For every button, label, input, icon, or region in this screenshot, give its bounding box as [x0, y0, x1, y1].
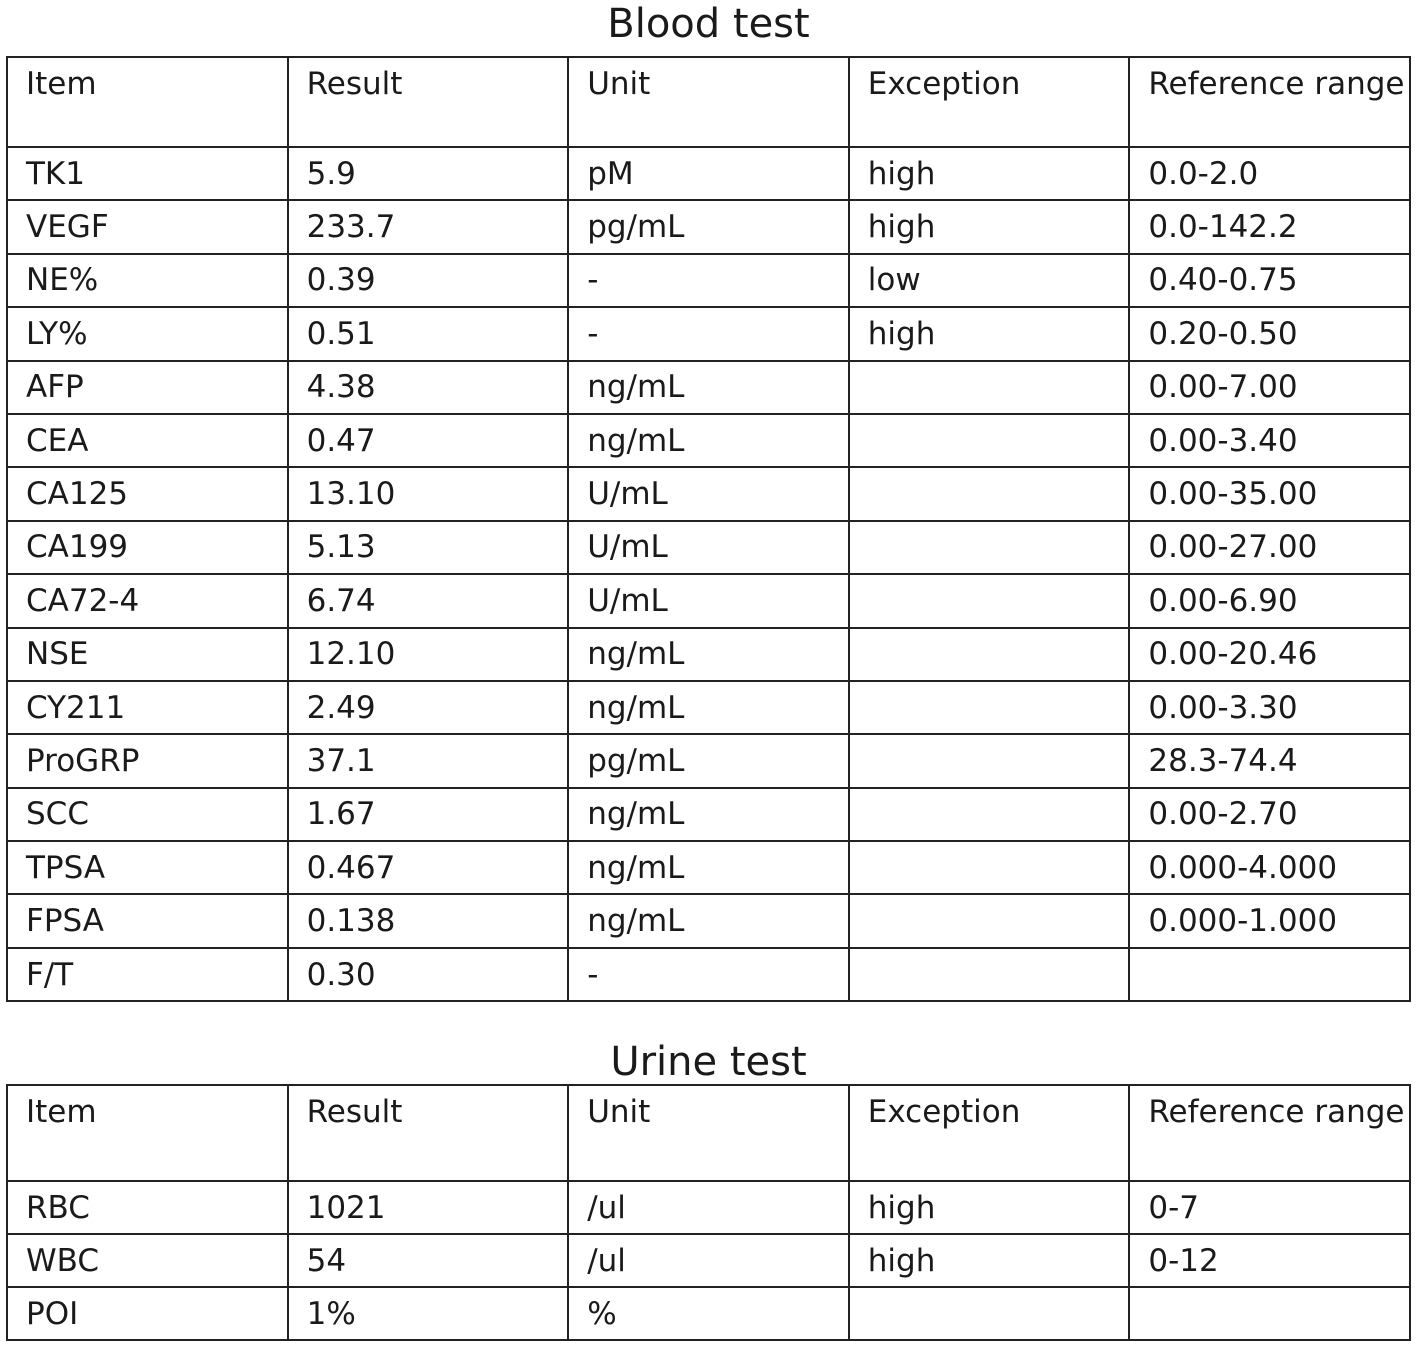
cell-item: TPSA: [7, 841, 288, 894]
cell-result: 1%: [288, 1287, 569, 1340]
cell-reference-range: [1129, 1287, 1410, 1340]
cell-item: VEGF: [7, 200, 288, 253]
cell-result: 5.13: [288, 521, 569, 574]
cell-result: 0.39: [288, 254, 569, 307]
cell-result: 1.67: [288, 788, 569, 841]
cell-reference-range: 0-12: [1129, 1234, 1410, 1287]
cell-item: POI: [7, 1287, 288, 1340]
cell-reference-range: 0.00-3.40: [1129, 414, 1410, 467]
cell-unit: -: [568, 254, 849, 307]
cell-exception: [849, 788, 1130, 841]
cell-unit: ng/mL: [568, 361, 849, 414]
cell-exception: [849, 1287, 1130, 1340]
cell-reference-range: 28.3-74.4: [1129, 734, 1410, 787]
cell-unit: -: [568, 307, 849, 360]
cell-unit: U/mL: [568, 467, 849, 520]
cell-unit: ng/mL: [568, 414, 849, 467]
cell-result: 12.10: [288, 628, 569, 681]
table-row: [7, 628, 1410, 681]
cell-reference-range: 0.00-20.46: [1129, 628, 1410, 681]
cell-unit: pg/mL: [568, 734, 849, 787]
table-row: [7, 734, 1410, 787]
cell-result: 6.74: [288, 574, 569, 627]
cell-item: LY%: [7, 307, 288, 360]
table-header-row: [7, 1085, 1410, 1181]
cell-exception: high: [849, 307, 1130, 360]
cell-item: F/T: [7, 948, 288, 1001]
cell-reference-range: 0.00-2.70: [1129, 788, 1410, 841]
cell-unit: pM: [568, 147, 849, 200]
cell-item: NSE: [7, 628, 288, 681]
cell-unit: ng/mL: [568, 788, 849, 841]
cell-result: 13.10: [288, 467, 569, 520]
cell-item: NE%: [7, 254, 288, 307]
cell-unit: ng/mL: [568, 628, 849, 681]
cell-unit: U/mL: [568, 521, 849, 574]
cell-item: CEA: [7, 414, 288, 467]
cell-unit: %: [568, 1287, 849, 1340]
cell-exception: [849, 894, 1130, 947]
cell-reference-range: 0.00-6.90: [1129, 574, 1410, 627]
header-result: Result: [288, 57, 569, 147]
cell-exception: [849, 414, 1130, 467]
table-row: [7, 414, 1410, 467]
cell-reference-range: 0.00-35.00: [1129, 467, 1410, 520]
table-row: [7, 788, 1410, 841]
cell-item: CA199: [7, 521, 288, 574]
cell-result: 0.138: [288, 894, 569, 947]
table-row: [7, 574, 1410, 627]
cell-item: FPSA: [7, 894, 288, 947]
header-unit: Unit: [568, 57, 849, 147]
header-item: Item: [7, 1085, 288, 1181]
cell-exception: high: [849, 147, 1130, 200]
cell-unit: /ul: [568, 1234, 849, 1287]
cell-item: TK1: [7, 147, 288, 200]
table-row: [7, 1181, 1410, 1234]
cell-reference-range: 0.000-4.000: [1129, 841, 1410, 894]
cell-unit: /ul: [568, 1181, 849, 1234]
table-row: [7, 254, 1410, 307]
cell-item: ProGRP: [7, 734, 288, 787]
cell-result: 0.51: [288, 307, 569, 360]
cell-result: 0.30: [288, 948, 569, 1001]
blood-test-title: Blood test: [607, 1, 810, 47]
cell-reference-range: 0.000-1.000: [1129, 894, 1410, 947]
cell-exception: [849, 681, 1130, 734]
cell-reference-range: 0.40-0.75: [1129, 254, 1410, 307]
cell-item: CA72-4: [7, 574, 288, 627]
blood-test-table: [6, 56, 1411, 1002]
cell-reference-range: 0.0-142.2: [1129, 200, 1410, 253]
cell-result: 0.467: [288, 841, 569, 894]
cell-exception: [849, 574, 1130, 627]
header-reference-range: Reference range: [1129, 57, 1410, 147]
header-unit: Unit: [568, 1085, 849, 1181]
table-row: [7, 681, 1410, 734]
table-row: [7, 1287, 1410, 1340]
table-row: [7, 307, 1410, 360]
cell-exception: [849, 521, 1130, 574]
cell-reference-range: [1129, 948, 1410, 1001]
table-row: [7, 147, 1410, 200]
cell-exception: [849, 361, 1130, 414]
cell-result: 5.9: [288, 147, 569, 200]
cell-item: CA125: [7, 467, 288, 520]
table-row: [7, 841, 1410, 894]
cell-reference-range: 0-7: [1129, 1181, 1410, 1234]
table-row: [7, 894, 1410, 947]
cell-unit: ng/mL: [568, 681, 849, 734]
cell-result: 2.49: [288, 681, 569, 734]
cell-unit: ng/mL: [568, 841, 849, 894]
cell-unit: pg/mL: [568, 200, 849, 253]
cell-item: CY211: [7, 681, 288, 734]
cell-reference-range: 0.00-3.30: [1129, 681, 1410, 734]
cell-result: 54: [288, 1234, 569, 1287]
cell-result: 1021: [288, 1181, 569, 1234]
cell-result: 0.47: [288, 414, 569, 467]
header-exception: Exception: [849, 57, 1130, 147]
cell-item: SCC: [7, 788, 288, 841]
table-row: [7, 1234, 1410, 1287]
header-item: Item: [7, 57, 288, 147]
table-row: [7, 948, 1410, 1001]
cell-unit: ng/mL: [568, 894, 849, 947]
table-row: [7, 361, 1410, 414]
cell-reference-range: 0.00-27.00: [1129, 521, 1410, 574]
cell-exception: [849, 628, 1130, 681]
header-result: Result: [288, 1085, 569, 1181]
cell-reference-range: 0.00-7.00: [1129, 361, 1410, 414]
urine-test-table: [6, 1084, 1411, 1341]
cell-exception: high: [849, 200, 1130, 253]
table-row: [7, 200, 1410, 253]
cell-item: AFP: [7, 361, 288, 414]
table-header-row: [7, 57, 1410, 147]
cell-result: 233.7: [288, 200, 569, 253]
header-exception: Exception: [849, 1085, 1130, 1181]
cell-exception: [849, 467, 1130, 520]
table-row: [7, 521, 1410, 574]
cell-unit: U/mL: [568, 574, 849, 627]
cell-exception: [849, 841, 1130, 894]
header-reference-range: Reference range: [1129, 1085, 1410, 1181]
cell-reference-range: 0.20-0.50: [1129, 307, 1410, 360]
table-row: [7, 467, 1410, 520]
cell-exception: high: [849, 1234, 1130, 1287]
cell-result: 37.1: [288, 734, 569, 787]
cell-item: RBC: [7, 1181, 288, 1234]
urine-test-title: Urine test: [610, 1039, 807, 1085]
cell-exception: [849, 948, 1130, 1001]
cell-exception: low: [849, 254, 1130, 307]
cell-result: 4.38: [288, 361, 569, 414]
cell-item: WBC: [7, 1234, 288, 1287]
cell-reference-range: 0.0-2.0: [1129, 147, 1410, 200]
cell-exception: high: [849, 1181, 1130, 1234]
cell-unit: -: [568, 948, 849, 1001]
cell-exception: [849, 734, 1130, 787]
